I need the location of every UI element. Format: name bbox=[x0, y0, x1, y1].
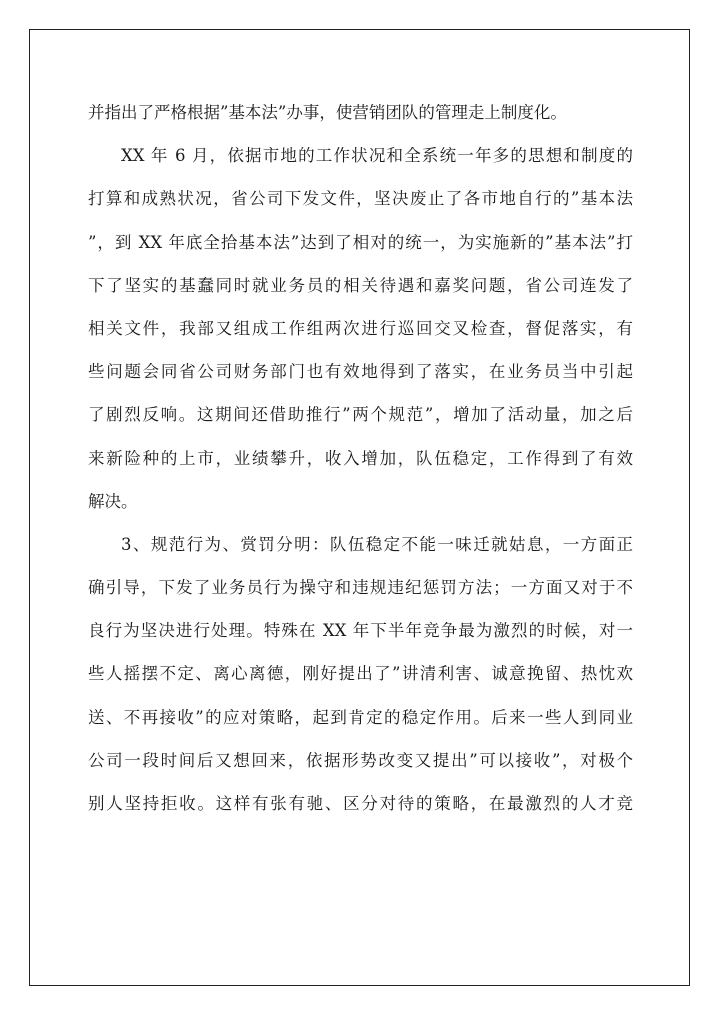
document-body bbox=[88, 91, 633, 825]
text-line: 别人坚持拒收。这样有张有驰、区分对待的策略，在最激烈的人才竞 bbox=[88, 794, 633, 813]
text-line: 解决。 bbox=[88, 491, 138, 511]
text-line: 公司一段时间后又想回来，依据形势改变又提出”可以接收”，对极个 bbox=[88, 750, 633, 770]
text-line: 良行为坚决进行处理。特殊在 XX 年下半年竞争最为激烈的时候，对一 bbox=[88, 621, 633, 641]
text-line: 些人摇摆不定、离心离德，刚好提出了”讲清利害、诚意挽留、热忱欢 bbox=[88, 664, 633, 684]
text-line: 送、不再接收”的应对策略，起到肯定的稳定作用。后来一些人到同业 bbox=[88, 707, 633, 727]
text-line: ”，到 XX 年底全拾基本法”达到了相对的统一，为实施新的”基本法”打 bbox=[88, 232, 633, 252]
text-line: 了剧烈反响。这期间还借助推行”两个规范”，增加了活动量，加之后 bbox=[88, 405, 633, 425]
text-line: 3、规范行为、赏罚分明：队伍稳定不能一味迁就姑息，一方面正 bbox=[121, 534, 633, 554]
text-line: 些问题会同省公司财务部门也有效地得到了落实，在业务员当中引起 bbox=[88, 362, 633, 382]
text-line: 确引导，下发了业务员行为操守和违规违纪惩罚方法；一方面又对于不 bbox=[88, 578, 633, 598]
text-line: 相关文件，我部又组成工作组两次进行巡回交叉检查，督促落实，有 bbox=[88, 318, 633, 338]
text-line: 并指出了严格根据”基本法”办事，使营销团队的管理走上制度化。 bbox=[88, 103, 567, 122]
text-line: 打算和成熟状况，省公司下发文件，坚决废止了各市地自行的”基本法 bbox=[88, 189, 633, 209]
text-line: 来新险种的上市，业绩攀升，收入增加，队伍稳定，工作得到了有效 bbox=[88, 448, 633, 468]
text-line: XX 年 6 月，依据市地的工作状况和全系统一年多的思想和制度的 bbox=[121, 146, 633, 166]
text-line: 下了坚实的基蠢同时就业务员的相关待遇和嘉奖问题，省公司连发了 bbox=[88, 275, 633, 295]
